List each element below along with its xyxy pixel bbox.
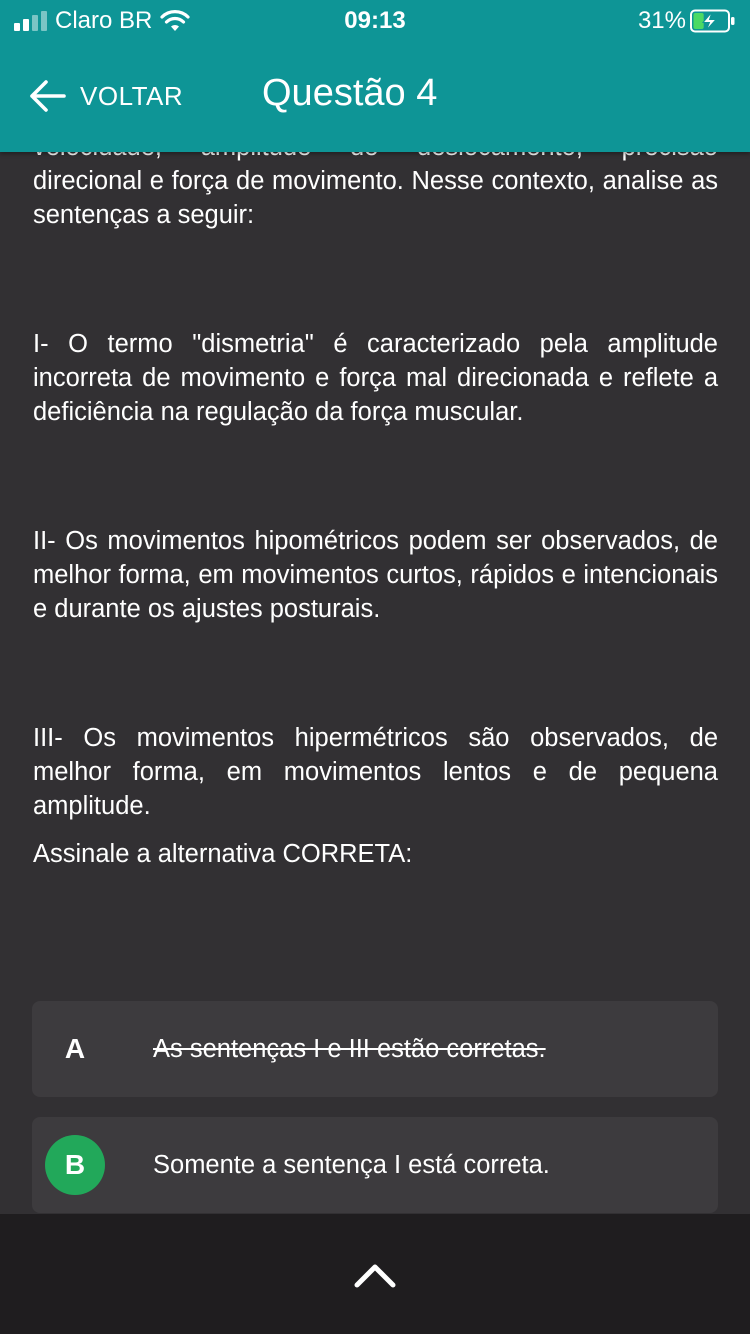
page-title: Questão 4 xyxy=(262,72,438,114)
question-intro: direcional e força de movimento. Nesse contexto, analise as sentenças a seguir: xyxy=(33,167,718,229)
app-header xyxy=(0,0,750,152)
statement-2: II- Os movimentos hipométricos podem ser observados, de melhor forma, em movimentos curtos, rápidos e intencionais e durante os ajustes posturais. xyxy=(33,527,718,623)
question-prompt: Assinale a alternativa CORRETA: xyxy=(33,840,413,868)
statement-3: III- Os movimentos hipermétricos são observados, de melhor forma, em movimentos lentos e de pequena amplitude. xyxy=(33,724,718,820)
back-button[interactable] xyxy=(28,74,183,118)
status-bar xyxy=(0,0,750,42)
option-a-letter: A xyxy=(64,1033,86,1064)
question-content xyxy=(33,130,718,871)
back-label: VOLTAR xyxy=(80,80,184,111)
option-b[interactable] xyxy=(32,1117,718,1213)
battery-percent: 31% xyxy=(637,7,686,34)
nav-bar xyxy=(0,42,750,152)
option-a[interactable] xyxy=(32,1001,718,1097)
carrier-name: Claro BR xyxy=(55,7,153,34)
status-time: 09:13 xyxy=(344,7,406,34)
option-b-text: Somente a sentença I está correta. xyxy=(153,1150,550,1179)
option-a-text: As sentenças I e III estão corretas. xyxy=(153,1034,546,1063)
option-b-letter: B xyxy=(45,1135,105,1195)
bottom-bar xyxy=(0,1214,750,1334)
battery-charging-icon xyxy=(690,9,736,33)
chevron-up-icon[interactable] xyxy=(350,1258,400,1292)
statement-1: I- O termo "dismetria" é caracterizado pela amplitude incorreta de movimento e força mal direcionada e reflete a deficiência na regulação da força muscular. xyxy=(33,330,718,426)
arrow-left-icon xyxy=(28,79,66,113)
